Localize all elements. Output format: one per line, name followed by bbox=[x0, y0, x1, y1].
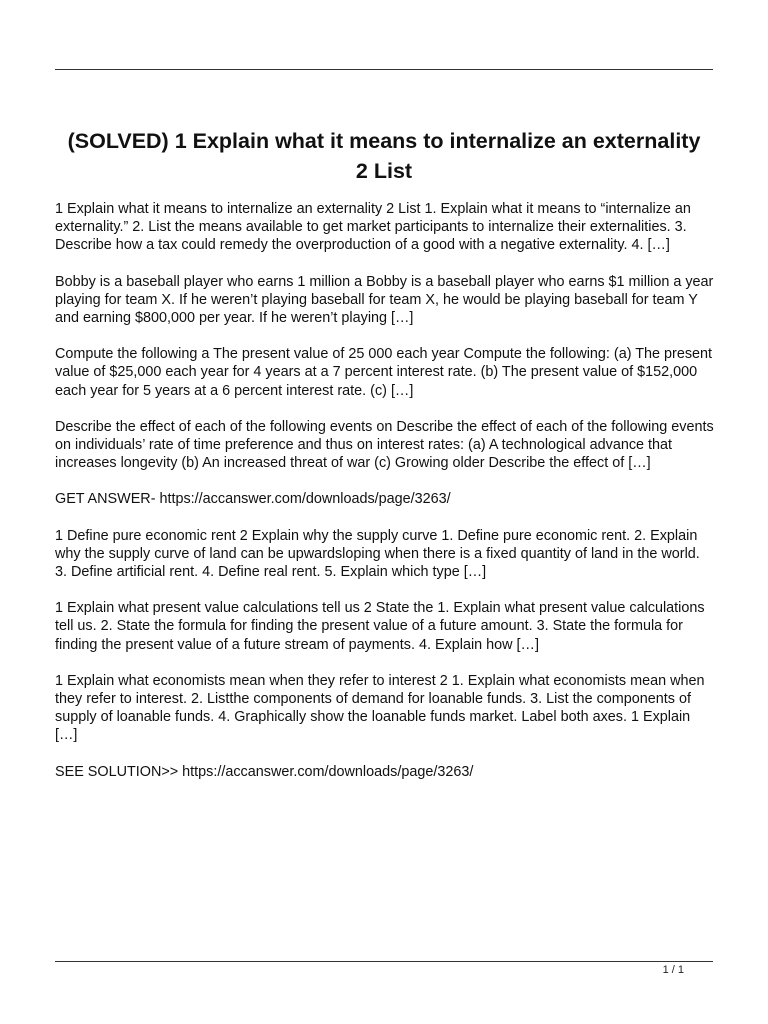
paragraph-interest: 1 Explain what economists mean when they refer to interest 2 1. Explain what economists mean when they refer to interest. 2. Listthe components of demand for loanable funds. 3. List the components of supply of loanable funds. 4. Graphically show the loanable funds market. Label both axes. 1 Explain […] bbox=[55, 672, 705, 744]
see-solution-link[interactable]: SEE SOLUTION>> https://accanswer.com/downloads/page/3263/ bbox=[55, 763, 474, 780]
paragraph-time-preference: Describe the effect of each of the following events on Describe the effect of each of the following events on individuals’ rate of time preference and thus on interest rates: (a) A technological advance that increases longevity (b) An increased threat of war (c) Growing older Describe the effect of […] bbox=[55, 418, 714, 472]
page-number: 1 / 1 bbox=[662, 964, 684, 976]
document-body bbox=[55, 200, 715, 799]
paragraph-present-value-calc: 1 Explain what present value calculations tell us 2 State the 1. Explain what present value calculations tell us. 2. State the formula for finding the present value of a future amount. 3. State the formula for finding the present value of a future stream of payments. 4. Explain how […] bbox=[55, 600, 705, 653]
paragraph-baseball: Bobby is a baseball player who earns 1 million a Bobby is a baseball player who earns $1 million a year playing for team X. If he weren’t playing baseball for team X, he would be playing baseball for team Y and earning $800,000 per year. If he weren’t playing […] bbox=[55, 273, 714, 327]
footer-divider bbox=[55, 961, 713, 962]
paragraph-economic-rent: 1 Define pure economic rent 2 Explain why the supply curve 1. Define pure economic rent. 2. Explain why the supply curve of land can be upwardsloping when there is a fixed quantity of land in the world. 3. Define artificial rent. 4. Define real rent. 5. Explain which type […] bbox=[55, 527, 700, 581]
header-divider bbox=[55, 69, 713, 70]
paragraph-externality: 1 Explain what it means to internalize an externality 2 List 1. Explain what it means to “internalize an externality.” 2. List the means available to get market participants to internalize their externalities. 3. Describe how a tax could remedy the overproduction of a good with a negative externality. 4. […] bbox=[55, 201, 691, 254]
get-answer-link[interactable]: GET ANSWER- https://accanswer.com/downloads/page/3263/ bbox=[55, 491, 451, 508]
page-title: (SOLVED) 1 Explain what it means to internalize an externality 2 List bbox=[67, 129, 701, 183]
paragraph-present-value: Compute the following a The present value of 25 000 each year Compute the following: (a) The present value of $25,000 each year for 4 years at a 7 percent interest rate. (b) The present value of $152,000 each year for 5 years at a 6 percent interest rate. (c) […] bbox=[55, 346, 713, 399]
